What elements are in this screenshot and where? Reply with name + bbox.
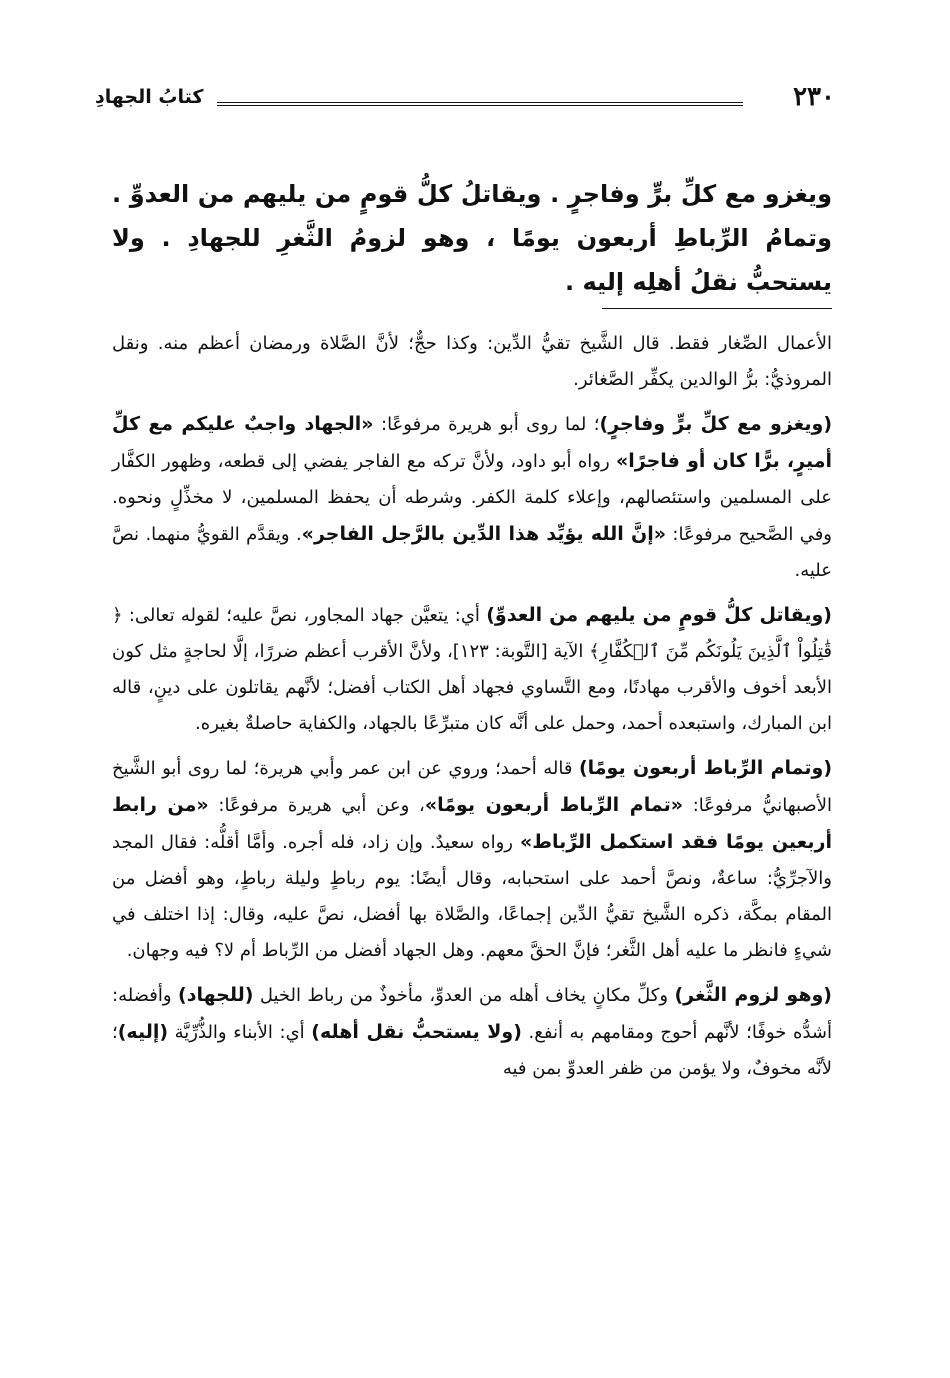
footnote-separator	[602, 308, 832, 309]
commentary-text: وكلِّ مكانٍ يخاف أهله من العدوِّ، مأخوذٌ من رباط الخيل	[253, 985, 675, 1006]
quoted-matn: (وتمام الرِّباط أربعون يومًا)	[578, 757, 833, 779]
commentary-text: ؛ لما روى أبو هريرة مرفوعًا:	[373, 414, 600, 435]
header-rule	[217, 102, 743, 106]
page-number: ٢٣٠	[793, 82, 835, 112]
commentary-text: أي: الأبناء والذُّرِّيَّة	[168, 1022, 312, 1043]
commentary-text: رواه أبو داود، ولأنَّ تركه مع الفاجر يفضي إلى قطعه، وظهور الكفَّار على المسلمين واستئصالهم، وإعلاء كلمة الكفر. وشرطه أن يحفظ المسلمين، لا مخذِّلٍ ونحوه. وفي الصَّحيح مرفوعًا:	[112, 451, 833, 545]
commentary-text: رواه سعيدٌ. وإن زاد، فله أجره. وأمَّا أقلُّه: فقال المجد والآجرِّيُّ: ساعةٌ، ونصَّ أحمد على استحبابه، وقال أيضًا: يوم رباطٍ وليلة رباطٍ، وهو أفضل من المقام بمكَّة، ذكره الشَّيخ تقيُّ الدِّين إجماعًا، والصَّلاة بها أفضل، نصَّ عليه، وقال: إذا اختلف في شيءٍ فانظر ما عليه أهل الثَّغر؛ فإنَّ الحقَّ معهم. وهل الجهاد أفضل من الرِّباط أم لا؟ فيه وجهان.	[112, 832, 832, 961]
commentary-text: قاله أحمد؛ وروي عن ابن عمر وأبي هريرة؛ لما روى أبو الشَّيخ الأصبهانيُّ مرفوعًا:	[112, 758, 832, 816]
quoted-matn: (إليه)	[117, 1021, 169, 1043]
commentary-paragraph	[112, 750, 832, 969]
main-text	[112, 172, 832, 304]
commentary-text: أي: يتعيَّن جهاد المجاور، نصَّ عليه؛ لقوله تعالى: ﴿ قَٰتِلُواْ ٱلَّذِينَ يَلُونَكُم مِّنَ ٱلۡكُفَّارِ﴾ الآية [التَّوبة: ١٢٣]، ولأنَّ الأقرب أعظم ضررًا، إلَّا لحاجةٍ مثل كون الأبعد أخوف والأقرب مهادنًا، ومع التَّساوي فجهاد أهل الكتاب أفضل؛ لأنَّهم يقاتلون على دينٍ، قاله ابن المبارك، واستبعده أحمد، وحمل على أنَّه كان متبرِّعًا بالجهاد، والكفاية حاصلةٌ بغيره.	[112, 605, 832, 734]
commentary-paragraph	[112, 326, 832, 398]
main-paragraph: ويغزو مع كلِّ برٍّ وفاجرٍ . ويقاتلُ كلُّ قومٍ من يليهم من العدوِّ . وتمامُ الرِّباطِ أربعون يومًا ، وهو لزومُ الثَّغرِ للجهادِ . ولا يستحبُّ نقلُ أهلِه إليه .	[112, 180, 832, 296]
hadith-quote: «من رابط أربعين يومًا فقد استكمل الرِّباط»	[112, 794, 832, 853]
quoted-matn: (ولا يستحبُّ نقل أهله)	[311, 1021, 522, 1043]
commentary-text: الأعمال الصِّغار فقط. قال الشَّيخ تقيُّ الدِّين: وكذا حجٌّ؛ لأنَّ الصَّلاة ورمضان أعظم منه. ونقل المروذيُّ: برُّ الوالدين يكفِّر الصَّغائر.	[112, 333, 832, 390]
commentary-paragraph	[112, 597, 832, 742]
page-header	[95, 82, 835, 122]
commentary-text: . ويقدَّم القويُّ منهما. نصَّ عليه.	[112, 524, 832, 581]
commentary-text: ؛ لأنَّه مخوفٌ، ولا يؤمن من ظفر العدوِّ بمن فيه	[112, 1022, 832, 1079]
hadith-quote: «إنَّ الله يؤيِّد هذا الدِّين بالرَّجل الفاجر»	[301, 523, 667, 545]
commentary-text: وأفضله: أشدُّه خوفًا؛ لأنَّهم أحوج ومقامهم به أنفع.	[112, 985, 832, 1043]
commentary	[112, 326, 832, 1095]
quoted-matn: (للجهاد)	[178, 984, 254, 1006]
quoted-matn: (وهو لزوم الثَّغر)	[674, 984, 832, 1006]
commentary-paragraph	[112, 406, 832, 589]
quoted-matn: (ويقاتل كلُّ قومٍ من يليهم من العدوِّ)	[486, 604, 832, 626]
book-title: كتابُ الجهادِ	[95, 86, 204, 108]
commentary-text: ، وعن أبي هريرة مرفوعًا:	[208, 795, 425, 816]
hadith-quote: «تمام الرِّباط أربعون يومًا»	[424, 794, 683, 816]
quoted-matn: (ويغزو مع كلِّ برٍّ وفاجرٍ)	[599, 413, 833, 435]
hadith-quote: «الجهاد واجبٌ عليكم مع كلِّ أميرٍ، برًّا كان أو فاجرًا»	[112, 413, 833, 472]
commentary-paragraph	[112, 977, 832, 1087]
